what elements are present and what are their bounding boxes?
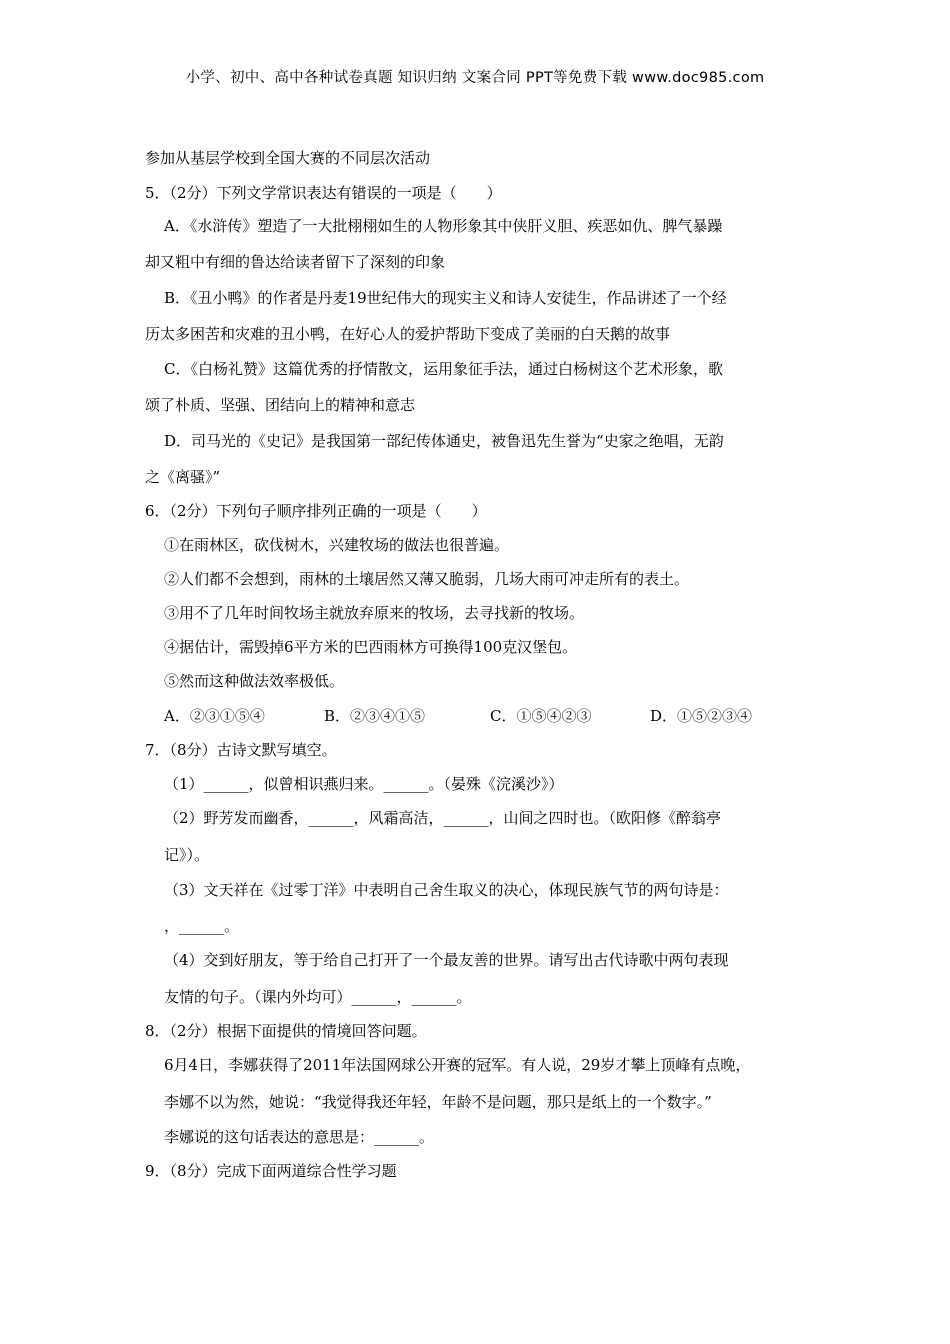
question-7-item-2: （2）野芳发而幽香，______，风霜高洁，______，山间之四时也。（欧阳修《醉翁亭 xyxy=(164,809,722,827)
question-7-item-2-cont: 记》）。 xyxy=(164,846,210,864)
question-5-option-b: B．《丑小鸭》的作者是丹麦19世纪伟大的现实主义和诗人安徒生，作品讲述了一个经 xyxy=(164,289,727,307)
question-5-option-a-cont: 却又粗中有细的鲁达给读者留下了深刻的印象 xyxy=(145,253,446,271)
question-8-paragraph-3: 李娜说的这句话表达的意思是：______。 xyxy=(164,1128,435,1146)
question-5-stem: 5．（2分）下列文学常识表达有错误的一项是（ ） xyxy=(145,184,502,202)
question-6-options xyxy=(164,706,752,726)
question-8-stem: 8．（2分）根据下面提供的情境回答问题。 xyxy=(145,1022,427,1040)
question-6-sentence-1: ①在雨林区，砍伐树木，兴建牧场的做法也很普遍。 xyxy=(164,536,510,554)
question-7-item-3: （3）文天祥在《过零丁洋》中表明自己舍生取义的决心，体现民族气节的两句诗是： xyxy=(164,881,729,899)
question-7-item-3-cont: ，______。 xyxy=(164,917,240,935)
question-5-option-c: C．《白杨礼赞》这篇优秀的抒情散文，运用象征手法，通过白杨树这个艺术形象，歌 xyxy=(164,360,723,378)
question-7-item-1: （1）______，似曾相识燕归来。______。（晏殊《浣溪沙》） xyxy=(164,775,564,793)
question-5-option-b-cont: 历太多困苦和灾难的丑小鸭，在好心人的爱护帮助下变成了美丽的白天鹅的故事 xyxy=(145,325,671,343)
question-5-option-a: A．《水浒传》塑造了一大批栩栩如生的人物形象其中侠肝义胆、疾恶如仇、脾气暴躁 xyxy=(164,217,723,235)
question-6-sentence-2: ②人们都不会想到，雨林的土壤居然又薄又脆弱，几场大雨可冲走所有的表土。 xyxy=(164,570,690,588)
question-8-paragraph-2: 李娜不以为然，她说：“我觉得我还年轻，年龄不是问题，那只是纸上的一个数字。” xyxy=(164,1093,712,1111)
intro-line: 参加从基层学校到全国大赛的不同层次活动 xyxy=(145,149,431,167)
question-7-item-4-cont: 友情的句子。（课内外均可）______，______。 xyxy=(164,988,472,1006)
question-6-option-a: A．②③①⑤④ xyxy=(164,707,265,725)
question-9-stem: 9．（8分）完成下面两道综合性学习题 xyxy=(145,1162,397,1180)
question-7-item-4: （4）交到好朋友，等于给自己打开了一个最友善的世界。请写出古代诗歌中两句表现 xyxy=(164,951,729,969)
question-6-sentence-3: ③用不了几年时间牧场主就放弃原来的牧场，去寻找新的牧场。 xyxy=(164,604,585,622)
question-5-option-d-cont: 之《离骚》” xyxy=(145,468,221,486)
question-7-stem: 7．（8分）古诗文默写填空。 xyxy=(145,741,337,759)
question-8-paragraph-1: 6月4日，李娜获得了2011年法国网球公开赛的冠军。有人说，29岁才攀上顶峰有点晚， xyxy=(164,1056,751,1074)
page-header: 小学、初中、高中各种试卷真题 知识归纳 文案合同 PPT等免费下载 www.doc985.com xyxy=(185,70,765,86)
question-5-option-c-cont: 颂了朴质、坚强、团结向上的精神和意志 xyxy=(145,396,416,414)
question-6-option-b: B．②③④①⑤ xyxy=(324,707,426,725)
question-6-sentence-5: ⑤然而这种做法效率极低。 xyxy=(164,672,345,690)
question-6-option-c: C．①⑤④②③ xyxy=(490,707,592,725)
question-6-option-d: D．①⑤②③④ xyxy=(650,707,753,725)
question-5-option-d: D．司马光的《史记》是我国第一部纪传体通史，被鲁迅先生誉为“史家之绝唱，无韵 xyxy=(164,432,724,450)
question-6-sentence-4: ④据估计，需毁掉6平方米的巴西雨林方可换得100克汉堡包。 xyxy=(164,638,578,656)
question-6-stem: 6．（2分）下列句子顺序排列正确的一项是（ ） xyxy=(145,502,487,520)
